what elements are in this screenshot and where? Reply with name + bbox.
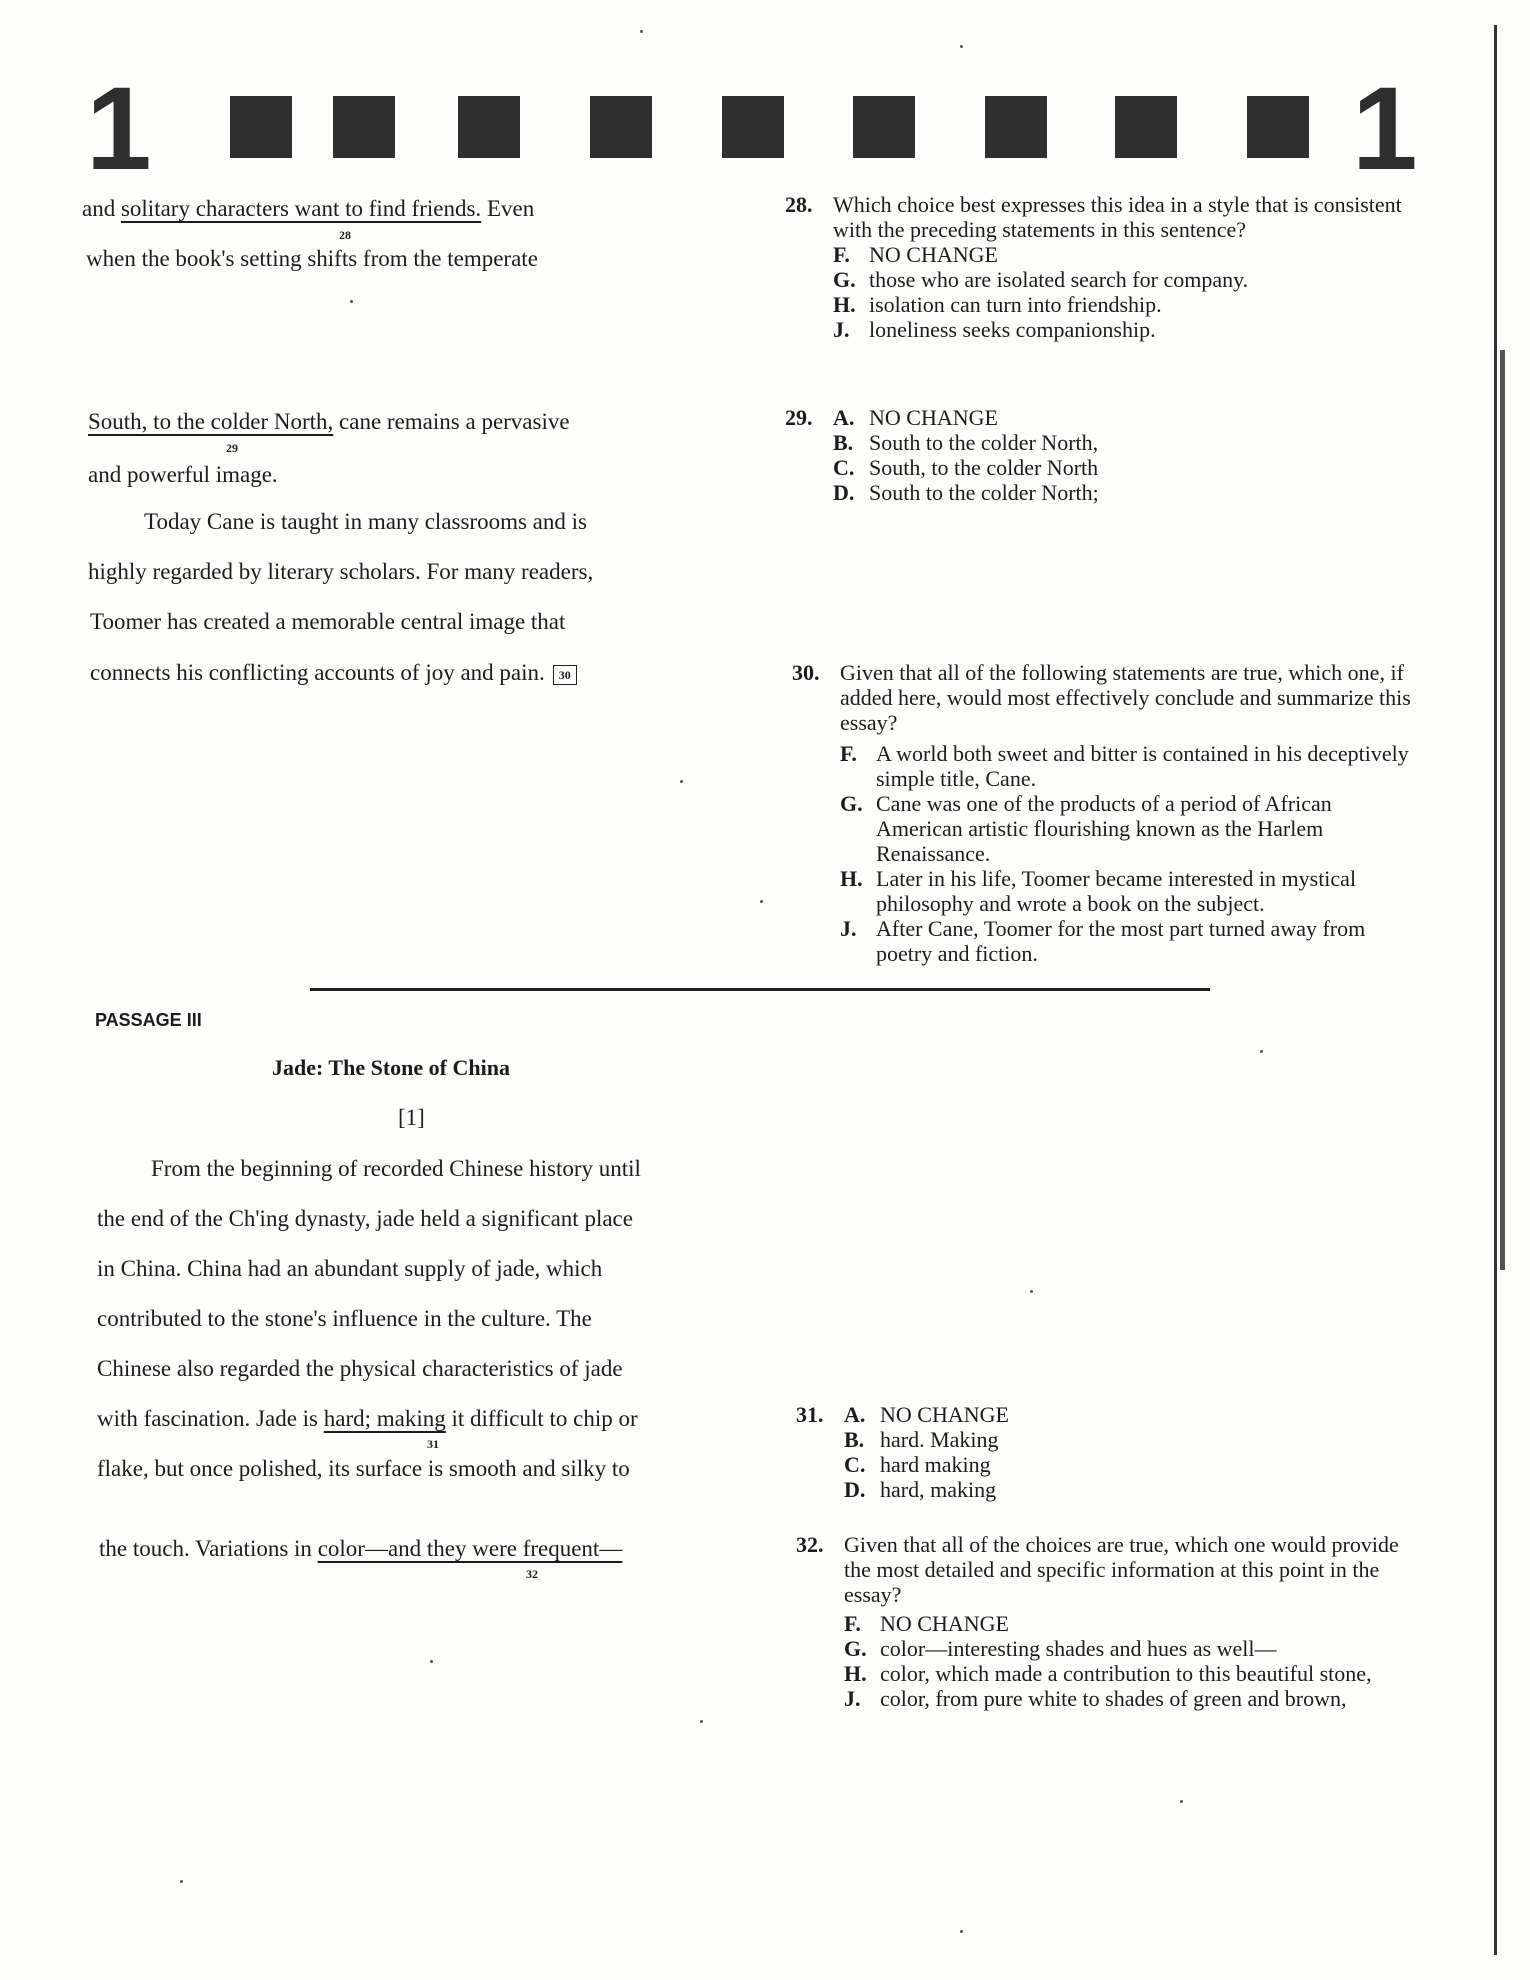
scan-speck [960,1930,963,1933]
answer-option[interactable]: F. NO CHANGE [844,1611,1009,1636]
scan-speck [1260,1050,1263,1053]
answer-option[interactable]: H. color, which made a contribution to this beautiful stone, [844,1661,1372,1686]
section-number-left: 1 [86,63,152,195]
underlined-portion-29: South, to the colder North, [88,409,334,434]
underlined-portion-32: color—and they were frequent— [317,1536,623,1561]
passage-line: From the beginning of recorded Chinese history until [151,1156,641,1181]
paragraph-marker: [1] [398,1105,425,1130]
header-square [722,96,784,158]
passage-line: Today Cane is taught in many classrooms and is [144,509,587,534]
answer-option[interactable]: C. South, to the colder North [833,455,1099,480]
scan-speck [680,780,683,783]
passage-line: flake, but once polished, its surface is smooth and silky to [97,1456,630,1481]
header-square [1247,96,1309,158]
passage-line: connects his conflicting accounts of joy and pain. 30 [90,660,577,686]
scan-edge-shadow [1500,350,1505,1270]
scan-edge [1494,25,1497,1955]
header-square [230,96,292,158]
answer-option[interactable]: B. hard. Making [844,1427,999,1452]
scan-speck [1180,1800,1183,1803]
answer-option[interactable]: G. Cane was one of the products of a period of African American artistic flourishing known as the Harlem Renaissance. [840,791,1332,866]
question-29: 29. A. NO CHANGE B. South to the colder North, C. South, to the colder North D. South to the colder North; [785,405,1415,505]
question-ref-number: 32 [526,1567,538,1581]
question-31: 31. A. NO CHANGE B. hard. Making C. hard making D. hard, making [796,1402,1396,1502]
passage-line: the touch. Variations in color—and they were frequent— [99,1536,623,1561]
answer-option[interactable]: J. After Cane, Toomer for the most part turned away from poetry and fiction. [840,916,1366,966]
answer-option[interactable]: F. A world both sweet and bitter is contained in his deceptively simple title, Cane. [840,741,1409,791]
underlined-portion-28: solitary characters want to find friends. [120,196,482,221]
answer-letter[interactable]: A. [833,405,855,430]
question-32: 32. Given that all of the choices are true, which one would provide the most detailed and specific information at this point in the essay? F. NO CHANGE G. color—interesting shades and hues as well— H. color, which made a contribution to this beautiful stone, J. color, from pure white to shades of green and brown, [796,1532,1426,1711]
scan-speck [640,30,643,33]
passage-line: when the book's setting shifts from the temperate [86,246,538,271]
passage-divider [310,988,1210,991]
passage-line: Toomer has created a memorable central image that [90,609,566,634]
passage-line: in China. China had an abundant supply of jade, which [97,1256,603,1281]
passage-line: Chinese also regarded the physical characteristics of jade [97,1356,623,1381]
header-square [458,96,520,158]
passage-line: with fascination. Jade is hard; making it difficult to chip or [97,1406,638,1431]
question-box-30: 30 [553,665,577,685]
answer-option[interactable]: B. South to the colder North, [833,430,1099,455]
header-square [590,96,652,158]
scan-speck [960,45,963,48]
question-28: 28. Which choice best expresses this idea in a style that is consistent with the preceding statements in this sentence? F. NO CHANGE G. those who are isolated search for company. H. isolation can turn into friendship. J. loneliness seeks companionship. [785,192,1415,342]
passage-line: highly regarded by literary scholars. For many readers, [88,559,594,584]
passage-line: contributed to the stone's influence in the culture. The [97,1306,592,1331]
answer-option[interactable]: C. hard making [844,1452,991,1477]
question-ref-number: 28 [339,228,351,242]
passage-line: South, to the colder North, cane remains a pervasive [88,409,570,434]
answer-letter[interactable]: A. [844,1402,866,1427]
scan-speck [180,1880,183,1883]
scan-speck [350,300,353,303]
passage-line: and solitary characters want to find friends. Even [82,196,535,221]
header-square [333,96,395,158]
header-square [853,96,915,158]
answer-option[interactable]: G. those who are isolated search for company. [833,267,1249,292]
header-square [985,96,1047,158]
passage-line: the end of the Ch'ing dynasty, jade held a significant place [97,1206,633,1231]
question-ref-number: 29 [226,441,238,455]
section-number-right: 1 [1352,63,1418,195]
answer-option[interactable]: D. South to the colder North; [833,480,1099,505]
header-square [1115,96,1177,158]
answer-option[interactable]: F. NO CHANGE [833,242,998,267]
passage-title: Jade: The Stone of China [272,1055,510,1080]
answer-option[interactable]: J. loneliness seeks companionship. [833,317,1156,342]
answer-option[interactable]: H. isolation can turn into friendship. [833,292,1162,317]
answer-option[interactable]: H. Later in his life, Toomer became interested in mystical philosophy and wrote a book on the subject. [840,866,1357,916]
answer-option[interactable]: G. color—interesting shades and hues as well— [844,1636,1277,1661]
question-30: 30. Given that all of the following statements are true, which one, if added here, would most effectively conclude and summarize this essay? F. A world both sweet and bitter is contained in his deceptively simple title, Cane. G. Cane was one of the products of a period of African American artistic flourishing known as the Harlem Renaissance. H. Later in his life, Toomer became interested in mystical philosophy and wrote a book on the subject. J. After Cane, Toomer for the most part turned away from poetry and fiction. [792,660,1422,966]
passage-line: and powerful image. [88,462,278,487]
question-ref-number: 31 [427,1437,439,1451]
answer-option[interactable]: NO CHANGE [869,405,998,430]
underlined-portion-31: hard; making [323,1406,446,1431]
scan-speck [760,900,763,903]
answer-option[interactable]: J. color, from pure white to shades of green and brown, [844,1686,1347,1711]
answer-option[interactable]: D. hard, making [844,1477,997,1502]
scan-speck [1030,1290,1033,1293]
answer-option[interactable]: NO CHANGE [880,1402,1009,1427]
scan-speck [700,1720,703,1723]
passage-label: PASSAGE III [95,1010,202,1030]
scan-speck [430,1660,433,1663]
